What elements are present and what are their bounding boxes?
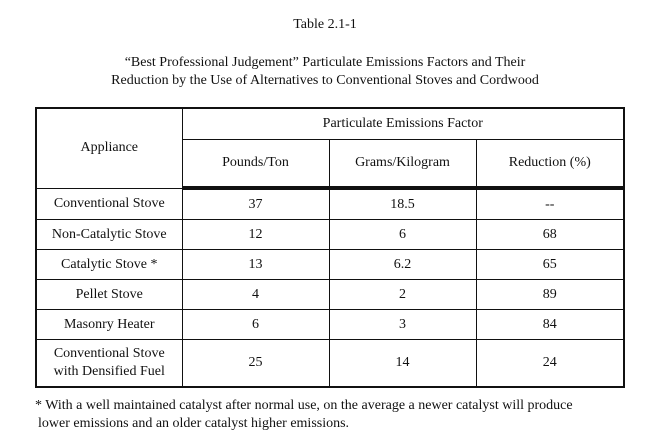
- header-particulate-emissions-factor: Particulate Emissions Factor: [182, 108, 624, 140]
- cell-reduction: --: [476, 188, 624, 220]
- cell-pounds-ton: 13: [182, 250, 329, 280]
- cell-grams-kilogram: 6.2: [329, 250, 476, 280]
- table-row: [36, 188, 624, 220]
- cell-grams-kilogram: 14: [329, 340, 476, 388]
- cell-pounds-ton: 25: [182, 340, 329, 388]
- cell-appliance: Pellet Stove: [36, 280, 182, 310]
- cell-grams-kilogram: 18.5: [329, 188, 476, 220]
- table-row: [36, 280, 624, 310]
- cell-appliance: Catalytic Stove *: [36, 250, 182, 280]
- table-number: Table 2.1-1: [293, 17, 357, 32]
- table-row: [36, 310, 624, 340]
- cell-reduction: 84: [476, 310, 624, 340]
- table-title-line-2: Reduction by the Use of Alternatives to Conventional Stoves and Cordwood: [111, 73, 539, 88]
- table-row: [36, 220, 624, 250]
- cell-appliance-line-2: with Densified Fuel: [53, 364, 165, 379]
- cell-pounds-ton: 6: [182, 310, 329, 340]
- header-reduction: Reduction (%): [476, 140, 624, 189]
- cell-appliance: Non-Catalytic Stove: [36, 220, 182, 250]
- cell-appliance: Conventional Stove: [36, 188, 182, 220]
- cell-reduction: 68: [476, 220, 624, 250]
- cell-pounds-ton: 37: [182, 188, 329, 220]
- cell-reduction: 65: [476, 250, 624, 280]
- cell-appliance: [36, 340, 182, 388]
- cell-appliance: Masonry Heater: [36, 310, 182, 340]
- cell-reduction: 24: [476, 340, 624, 388]
- header-appliance: Appliance: [36, 108, 182, 188]
- cell-grams-kilogram: 6: [329, 220, 476, 250]
- footnote-line-1: * With a well maintained catalyst after normal use, on the average a newer catalyst will produce: [35, 398, 573, 413]
- header-grams-kilogram: Grams/Kilogram: [329, 140, 476, 189]
- cell-pounds-ton: 12: [182, 220, 329, 250]
- cell-appliance-line-1: Conventional Stove: [53, 346, 165, 361]
- cell-reduction: 89: [476, 280, 624, 310]
- table-row: [36, 250, 624, 280]
- footnote-line-2: lower emissions and an older catalyst higher emissions.: [38, 416, 350, 431]
- cell-grams-kilogram: 2: [329, 280, 476, 310]
- emissions-factors-table: [35, 107, 625, 388]
- table-title-line-1: “Best Professional Judgement” Particulate Emissions Factors and Their: [124, 55, 526, 70]
- header-row-1: [36, 108, 624, 140]
- table-row: [36, 340, 624, 388]
- header-pounds-ton: Pounds/Ton: [182, 140, 329, 189]
- cell-pounds-ton: 4: [182, 280, 329, 310]
- cell-grams-kilogram: 3: [329, 310, 476, 340]
